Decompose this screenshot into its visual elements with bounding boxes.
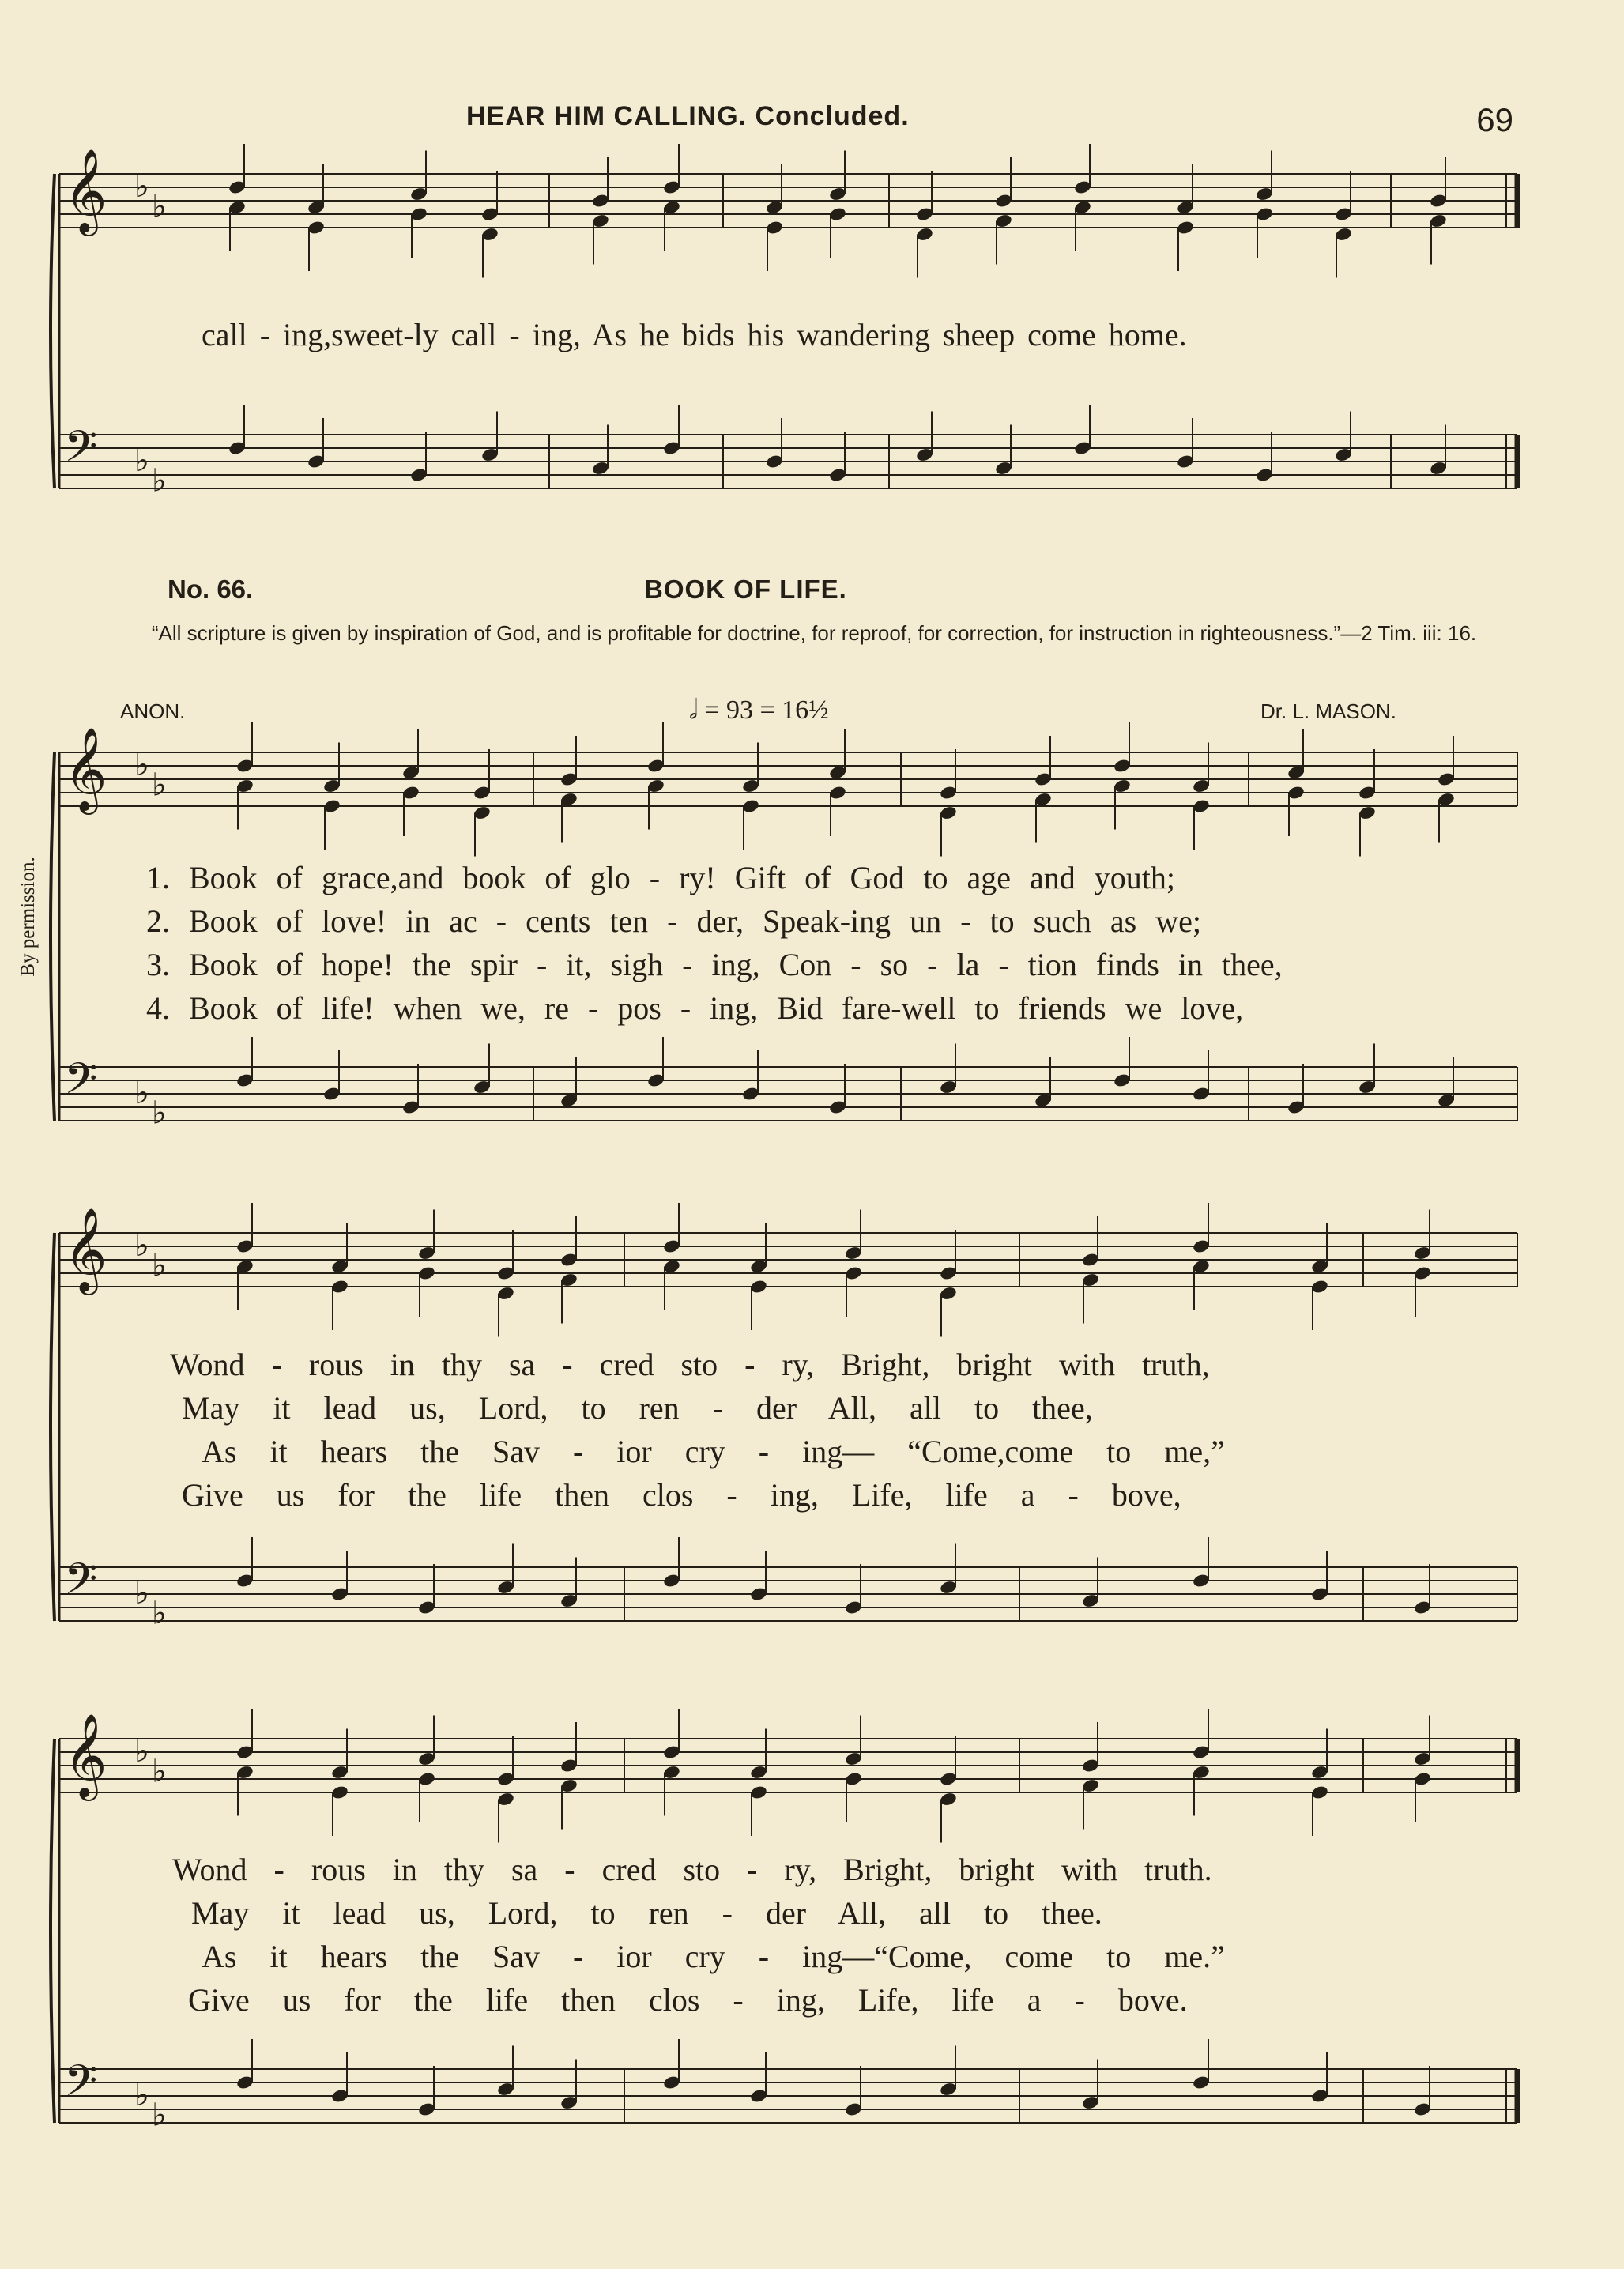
flat-icon: ♭	[152, 462, 167, 499]
lyric-line: 1. Book of grace,and book of glo - ry! Gift of God to age and youth;	[146, 860, 1175, 895]
flat-icon: ♭	[134, 1733, 149, 1770]
flat-icon: ♭	[134, 443, 149, 479]
bass-clef-icon: 𝄢	[64, 2056, 98, 2116]
scripture-epigraph: “All scripture is given by inspiration of God, and is profitable for doctrine, for reproof, for correction, for instruction in righteousness.”—2 Tim. iii: 16.	[151, 621, 1477, 645]
system-bracket	[51, 1233, 55, 1621]
treble-clef-icon: 𝄞	[64, 1713, 107, 1797]
composer-credit: Dr. L. MASON.	[1260, 699, 1396, 723]
flat-icon: ♭	[134, 1075, 149, 1111]
lyric-line: Give us for the life then clos - ing, Life, life a - bove,	[182, 1477, 1181, 1513]
lyricist-credit: ANON.	[120, 699, 186, 723]
treble-clef-icon: 𝄞	[64, 726, 107, 811]
flat-icon: ♭	[152, 1595, 167, 1632]
flat-icon: ♭	[134, 747, 149, 783]
treble-clef-icon: 𝄞	[64, 1207, 107, 1291]
lyric-line: Give us for the life then clos - ing, Life, life a - bove.	[188, 1982, 1188, 2018]
lyric-line: Wond - rous in thy sa - cred sto - ry, Bright, bright with truth,	[170, 1347, 1210, 1382]
lyric-line: 2. Book of love! in ac - cents ten - der, Speak-ing un - to such as we;	[146, 903, 1201, 939]
treble-clef-icon: 𝄞	[64, 148, 107, 232]
system-bracket	[51, 1739, 55, 2123]
by-permission-note: By permission.	[17, 857, 39, 977]
flat-icon: ♭	[134, 1227, 149, 1264]
lyric-line: May it lead us, Lord, to ren - der All, all to thee.	[191, 1895, 1102, 1931]
lyric-line: As it hears the Sav - ior cry - ing—“Come, come to me.”	[202, 1939, 1225, 1974]
system-bracket	[51, 752, 55, 1121]
lyric-line: 4. Book of life! when we, re - pos - ing, Bid fare-well to friends we love,	[146, 990, 1244, 1026]
flat-icon: ♭	[134, 1575, 149, 1611]
flat-icon: ♭	[152, 767, 167, 804]
bass-clef-icon: 𝄢	[64, 1554, 98, 1615]
flat-icon: ♭	[152, 1753, 167, 1790]
flat-icon: ♭	[134, 168, 149, 205]
flat-icon: ♭	[152, 2097, 167, 2134]
hymn-title: BOOK OF LIFE.	[644, 575, 847, 604]
flat-icon: ♭	[152, 188, 167, 225]
bass-clef-icon: 𝄢	[64, 421, 98, 482]
lyric-line: May it lead us, Lord, to ren - der All, all to thee,	[182, 1390, 1093, 1426]
lyric-line: 3. Book of hope! the spir - it, sigh - ing, Con - so - la - tion finds in thee,	[146, 947, 1283, 982]
tempo-marking: 𝅗𝅥 = 93 = 16½	[689, 695, 829, 725]
system-bracket	[51, 174, 55, 488]
bass-clef-icon: 𝄢	[64, 1053, 98, 1114]
flat-icon: ♭	[152, 1247, 167, 1284]
lyric-line: Wond - rous in thy sa - cred sto - ry, Bright, bright with truth.	[172, 1852, 1212, 1887]
page-number: 69	[1476, 101, 1513, 138]
flat-icon: ♭	[134, 2077, 149, 2113]
flat-icon: ♭	[152, 1095, 167, 1132]
lyric-line: As it hears the Sav - ior cry - ing— “Come,come to me,”	[202, 1434, 1225, 1469]
lyric-line: call - ing,sweet-ly call - ing, As he bids his wandering sheep come home.	[202, 317, 1187, 352]
running-head: HEAR HIM CALLING. Concluded.	[466, 101, 910, 131]
hymn-number: No. 66.	[168, 575, 254, 604]
